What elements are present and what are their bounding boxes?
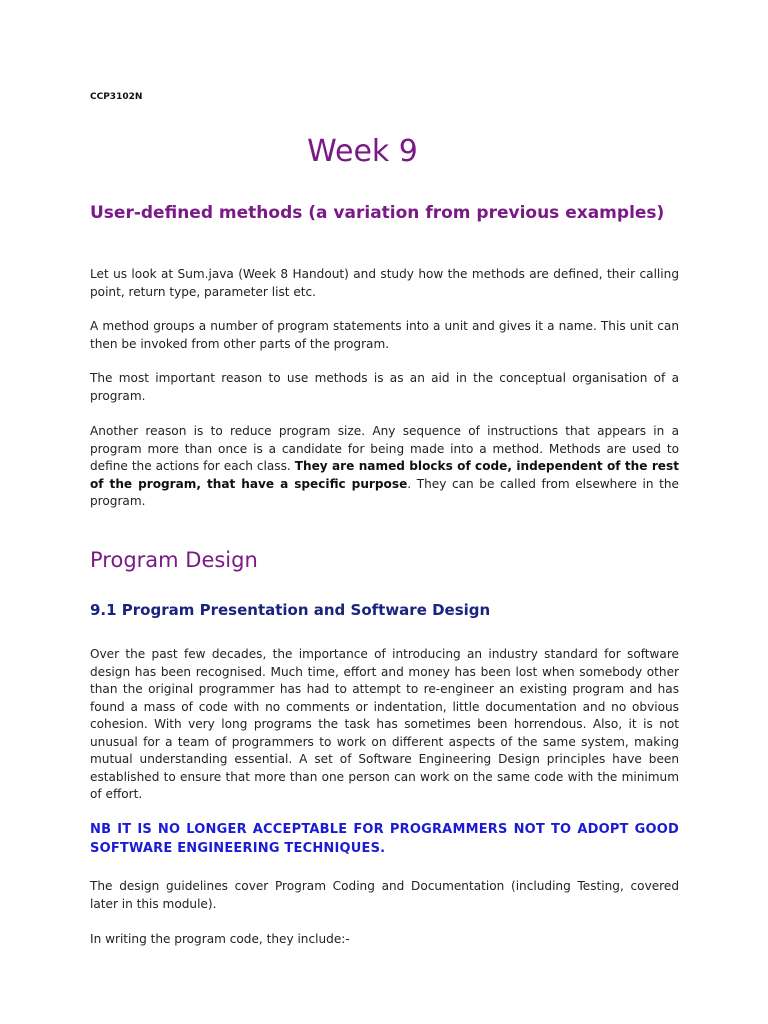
section-paragraph-2: The design guidelines cover Program Coding and Documentation (including Testing, covered later in this module). [90, 879, 679, 911]
section-title: Program Design [90, 548, 258, 572]
section-paragraph-3: In writing the program code, they include:- [90, 932, 350, 946]
intro-paragraph-1: Let us look at Sum.java (Week 8 Handout) and study how the methods are defined, their calling point, return type, parameter list etc. [90, 267, 679, 299]
method-definition-emphasis: They are named blocks of code, independent of the rest of the program, that have a specific purpose [90, 459, 679, 491]
page-subtitle: User-defined methods (a variation from previous examples) [90, 203, 665, 223]
subsection-title: 9.1 Program Presentation and Software Design [90, 601, 491, 619]
intro-paragraph-4-end: . They can be called from elsewhere in the program. [90, 476, 679, 508]
nb-warning: NB IT IS NO LONGER ACCEPTABLE FOR PROGRAMMERS NOT TO ADOPT GOOD SOFTWARE ENGINEERING TECHNIQUES. [90, 822, 679, 856]
intro-paragraph-2: A method groups a number of program statements into a unit and gives it a name. This unit can then be invoked from other parts of the program. [90, 319, 679, 351]
intro-paragraph-4-start: Another reason is to reduce program size. Any sequence of instructions that appears in a program more than once is a candidate for being made into a method. Methods are used to define the actions for each class. [90, 424, 679, 473]
intro-paragraph-3: The most important reason to use methods is as an aid in the conceptual organisation of a program. [90, 371, 679, 403]
course-code: CCP3102N [90, 92, 143, 102]
intro-paragraph-4 [90, 423, 679, 511]
section-paragraph-1: Over the past few decades, the importance of introducing an industry standard for software design has been recognised. Much time, effort and money has been lost when somebody other than the original programmer has had to attempt to re-engineer an existing program and has found a mass of code with no comments or indentation, little documentation and no obvious cohesion. With very long programs the task has sometimes been horrendous. Also, it is not unusual for a team of programmers to work on different aspects of the same system, making mutual understanding essential. A set of Software Engineering Design principles have been established to ensure that more than one person can work on the same code with the minimum of effort. [90, 647, 679, 801]
page-title: Week 9 [307, 134, 418, 169]
